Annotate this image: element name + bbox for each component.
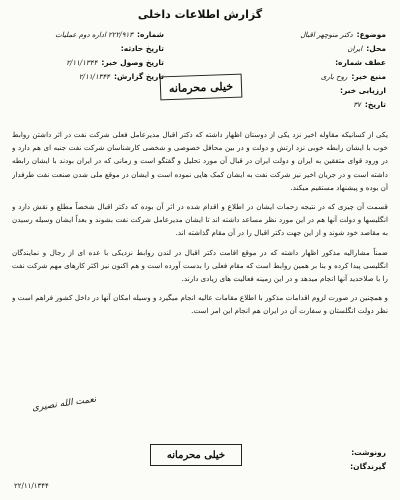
field-value: روح باری xyxy=(320,73,348,81)
body-paragraph: قسمت آن چیزی که در نتیجه زحمات ایشان در اطلاع و اقدام شده در اثر آن بوده که دکتر اقبال شخصاً مطلع و نقش دارد و انگلیسها و دولت آنها هم در این مورد نظر مساعد داشته اند تا ایشان مدیرعامل شرکت نفت بشوند و بعداً ایشان وسیله رسیدن به مقاصد خود شوند و از این جهت دکتر اقبال را در آن مقام گذاشته اند. xyxy=(12,202,388,238)
field-value: ۲/۱۱/۱۳۴۴ xyxy=(78,73,110,81)
report-body xyxy=(12,128,388,324)
field-value: ایران xyxy=(347,45,363,53)
document-title: گزارش اطلاعات داخلی xyxy=(137,8,263,21)
classification-stamp-bottom: خیلی محرمانه xyxy=(150,444,242,466)
field-incident-date xyxy=(14,42,164,56)
field-label: تاریخ گزارش: xyxy=(113,72,164,81)
field-recipients xyxy=(346,460,386,474)
field-copy xyxy=(346,446,386,460)
field-label: موضوع: xyxy=(356,30,386,39)
field-label: منبع خبر: xyxy=(351,72,386,81)
field-label: رونوشت: xyxy=(351,448,386,457)
body-paragraph: و همچنین در صورت لزوم اقدامات مذکور با اطلاع مقامات عالیه انجام میگیرد و وسیله امکان آنها در داخل کشور فراهم است و نظر دولت انگلستان و سفارت آن در ایران هم انجام این امر است. xyxy=(12,293,388,316)
classification-stamp: خیلی محرمانه xyxy=(160,74,243,101)
field-location xyxy=(236,42,386,56)
field-label: شماره: xyxy=(137,30,164,39)
footer-date: ۲۲/۱۱/۱۳۴۴ xyxy=(14,482,49,490)
field-number xyxy=(14,28,164,42)
field-label: تاریخ حادثه: xyxy=(120,44,164,53)
field-value: ۲۲۲/۹۱۳ اداره دوم عملیات xyxy=(55,31,134,39)
body-paragraph: یکی از کسانیکه مقاوله اخیر نزد یکی از دوستان اظهار داشته که دکتر اقبال مدیرعامل فعلی شرکت نفت در اثر داشتن روابط خوب با ایشان رابطه خوبی نزد ارتش و دولت و در بین محافل خصوصی و شخصی کارشناسان شرکت نفت جنبه ای هم دارد و در ورود قوای متفقین به ایران و دولت ایران در قبال آن مورد تحلیل و گفتگو است و زمانی که در ایران بودند با ایشان رابطه داشته است و در جریان اخیر نیز شرکت نفت به ایشان کمک هایی نموده است و ایشان در موقع ملی شدن صنعت نفت طرفدار آن بوده و پیشنهاد مستقیم میکند. xyxy=(12,130,388,192)
field-value: ۳۷ xyxy=(353,101,361,109)
field-label: ارزیابی خبر: xyxy=(340,86,386,95)
field-label: گیرندگان: xyxy=(350,462,386,471)
field-value: دکتر منوچهر اقبال xyxy=(300,31,353,39)
header-right-fields xyxy=(236,28,386,112)
field-label: محل: xyxy=(366,44,386,53)
field-value: ۲/۱۱/۱۳۴۴ xyxy=(66,59,98,67)
handwritten-signature: نعمت الله نصیری xyxy=(31,394,97,414)
field-label: تاریخ: xyxy=(364,100,386,109)
body-paragraph: ضمناً مشارالیه مذکور اظهار داشته که در موقع اقامت دکتر اقبال در لندن روابط نزدیکی با عده ای از رجال و نمایندگان انگلیسی پیدا کرده و بنا بر همین روابط است که مقام فعلی را بدست آورده است و هم اکنون نیز اکثر کارهای مهم شرکت نفت را با صلاحدید آنها انجام میدهد و در این زمینه فعالیت های زیادی دارند. xyxy=(12,247,388,284)
field-evaluation xyxy=(236,84,386,98)
field-label: تاریخ وصول خبر: xyxy=(101,58,164,67)
field-date xyxy=(236,98,386,112)
field-source xyxy=(236,70,386,84)
field-received-date xyxy=(14,56,164,70)
field-report-date xyxy=(14,70,164,84)
footer-fields xyxy=(346,446,386,474)
field-label: عطف شماره: xyxy=(335,58,386,67)
header-left-fields xyxy=(14,28,164,84)
field-subject xyxy=(236,28,386,42)
field-reference xyxy=(236,56,386,70)
